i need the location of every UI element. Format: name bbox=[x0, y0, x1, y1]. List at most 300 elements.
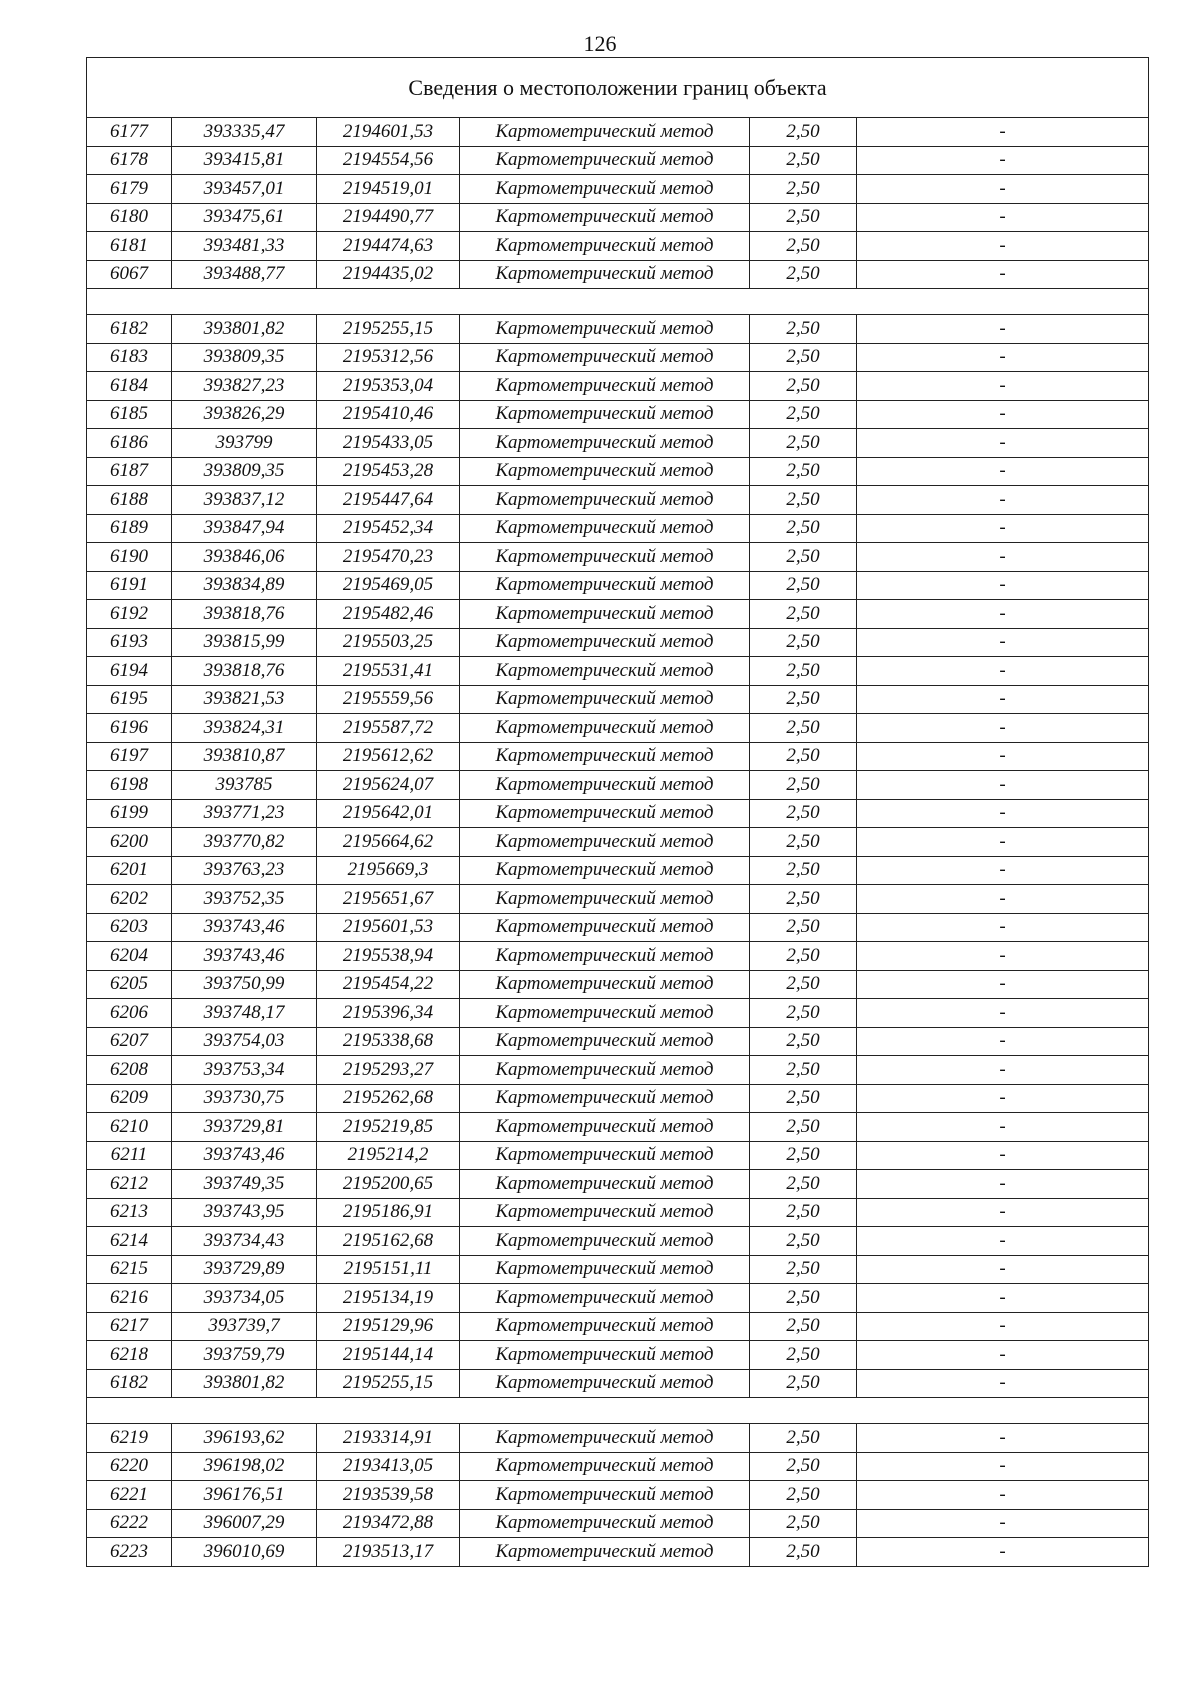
method-cell: Картометрический метод bbox=[460, 1255, 750, 1284]
table-row bbox=[87, 1141, 1149, 1170]
point-number-cell: 6222 bbox=[87, 1509, 172, 1538]
method-cell: Картометрический метод bbox=[460, 486, 750, 515]
table-title: Сведения о местоположении границ объекта bbox=[87, 58, 1149, 118]
point-number-cell: 6215 bbox=[87, 1255, 172, 1284]
description-cell: - bbox=[857, 771, 1149, 800]
table-row bbox=[87, 885, 1149, 914]
table-row bbox=[87, 514, 1149, 543]
method-cell: Картометрический метод bbox=[460, 942, 750, 971]
point-number-cell: 6223 bbox=[87, 1538, 172, 1567]
description-cell: - bbox=[857, 1284, 1149, 1313]
description-cell: - bbox=[857, 400, 1149, 429]
point-number-cell: 6211 bbox=[87, 1141, 172, 1170]
point-number-cell: 6194 bbox=[87, 657, 172, 686]
method-cell: Картометрический метод bbox=[460, 742, 750, 771]
x-coordinate-cell: 393815,99 bbox=[172, 628, 317, 657]
point-number-cell: 6182 bbox=[87, 1369, 172, 1398]
method-cell: Картометрический метод bbox=[460, 457, 750, 486]
accuracy-cell: 2,50 bbox=[750, 913, 857, 942]
description-cell: - bbox=[857, 999, 1149, 1028]
x-coordinate-cell: 393801,82 bbox=[172, 315, 317, 344]
accuracy-cell: 2,50 bbox=[750, 175, 857, 204]
y-coordinate-cell: 2195410,46 bbox=[317, 400, 460, 429]
point-number-cell: 6216 bbox=[87, 1284, 172, 1313]
point-number-cell: 6178 bbox=[87, 146, 172, 175]
point-number-cell: 6209 bbox=[87, 1084, 172, 1113]
method-cell: Картометрический метод bbox=[460, 1341, 750, 1370]
point-number-cell: 6181 bbox=[87, 232, 172, 261]
y-coordinate-cell: 2195255,15 bbox=[317, 1369, 460, 1398]
method-cell: Картометрический метод bbox=[460, 400, 750, 429]
point-number-cell: 6201 bbox=[87, 856, 172, 885]
method-cell: Картометрический метод bbox=[460, 232, 750, 261]
description-cell: - bbox=[857, 203, 1149, 232]
description-cell: - bbox=[857, 486, 1149, 515]
description-cell: - bbox=[857, 1509, 1149, 1538]
x-coordinate-cell: 393771,23 bbox=[172, 799, 317, 828]
y-coordinate-cell: 2195482,46 bbox=[317, 600, 460, 629]
x-coordinate-cell: 393734,43 bbox=[172, 1227, 317, 1256]
accuracy-cell: 2,50 bbox=[750, 942, 857, 971]
point-number-cell: 6180 bbox=[87, 203, 172, 232]
x-coordinate-cell: 393759,79 bbox=[172, 1341, 317, 1370]
x-coordinate-cell: 393809,35 bbox=[172, 343, 317, 372]
method-cell: Картометрический метод bbox=[460, 372, 750, 401]
description-cell: - bbox=[857, 372, 1149, 401]
y-coordinate-cell: 2195559,56 bbox=[317, 685, 460, 714]
accuracy-cell: 2,50 bbox=[750, 1509, 857, 1538]
description-cell: - bbox=[857, 1141, 1149, 1170]
separator-cell bbox=[87, 1398, 1149, 1424]
table-row bbox=[87, 1284, 1149, 1313]
point-number-cell: 6200 bbox=[87, 828, 172, 857]
description-cell: - bbox=[857, 942, 1149, 971]
description-cell: - bbox=[857, 799, 1149, 828]
description-cell: - bbox=[857, 1084, 1149, 1113]
table-row bbox=[87, 1255, 1149, 1284]
x-coordinate-cell: 393763,23 bbox=[172, 856, 317, 885]
y-coordinate-cell: 2194474,63 bbox=[317, 232, 460, 261]
table-row bbox=[87, 429, 1149, 458]
description-cell: - bbox=[857, 885, 1149, 914]
accuracy-cell: 2,50 bbox=[750, 885, 857, 914]
method-cell: Картометрический метод bbox=[460, 1084, 750, 1113]
y-coordinate-cell: 2195453,28 bbox=[317, 457, 460, 486]
y-coordinate-cell: 2195601,53 bbox=[317, 913, 460, 942]
y-coordinate-cell: 2193513,17 bbox=[317, 1538, 460, 1567]
method-cell: Картометрический метод bbox=[460, 1027, 750, 1056]
y-coordinate-cell: 2195151,11 bbox=[317, 1255, 460, 1284]
method-cell: Картометрический метод bbox=[460, 260, 750, 289]
accuracy-cell: 2,50 bbox=[750, 260, 857, 289]
x-coordinate-cell: 393743,46 bbox=[172, 913, 317, 942]
table-row bbox=[87, 1341, 1149, 1370]
table-row bbox=[87, 970, 1149, 999]
description-cell: - bbox=[857, 429, 1149, 458]
y-coordinate-cell: 2195312,56 bbox=[317, 343, 460, 372]
description-cell: - bbox=[857, 628, 1149, 657]
method-cell: Картометрический метод bbox=[460, 885, 750, 914]
y-coordinate-cell: 2193472,88 bbox=[317, 1509, 460, 1538]
y-coordinate-cell: 2195642,01 bbox=[317, 799, 460, 828]
x-coordinate-cell: 393335,47 bbox=[172, 118, 317, 147]
x-coordinate-cell: 393754,03 bbox=[172, 1027, 317, 1056]
description-cell: - bbox=[857, 1369, 1149, 1398]
table-row bbox=[87, 260, 1149, 289]
method-cell: Картометрический метод bbox=[460, 1369, 750, 1398]
x-coordinate-cell: 393824,31 bbox=[172, 714, 317, 743]
point-number-cell: 6182 bbox=[87, 315, 172, 344]
x-coordinate-cell: 393743,46 bbox=[172, 942, 317, 971]
table-row bbox=[87, 657, 1149, 686]
table-row bbox=[87, 600, 1149, 629]
point-number-cell: 6185 bbox=[87, 400, 172, 429]
point-number-cell: 6067 bbox=[87, 260, 172, 289]
point-number-cell: 6205 bbox=[87, 970, 172, 999]
description-cell: - bbox=[857, 1170, 1149, 1199]
description-cell: - bbox=[857, 543, 1149, 572]
table-row bbox=[87, 685, 1149, 714]
x-coordinate-cell: 396007,29 bbox=[172, 1509, 317, 1538]
point-number-cell: 6198 bbox=[87, 771, 172, 800]
accuracy-cell: 2,50 bbox=[750, 600, 857, 629]
table-row bbox=[87, 571, 1149, 600]
description-cell: - bbox=[857, 315, 1149, 344]
description-cell: - bbox=[857, 970, 1149, 999]
table-row bbox=[87, 1312, 1149, 1341]
description-cell: - bbox=[857, 1481, 1149, 1510]
x-coordinate-cell: 393810,87 bbox=[172, 742, 317, 771]
point-number-cell: 6179 bbox=[87, 175, 172, 204]
method-cell: Картометрический метод bbox=[460, 1056, 750, 1085]
y-coordinate-cell: 2195262,68 bbox=[317, 1084, 460, 1113]
method-cell: Картометрический метод bbox=[460, 970, 750, 999]
description-cell: - bbox=[857, 1198, 1149, 1227]
point-number-cell: 6186 bbox=[87, 429, 172, 458]
point-number-cell: 6183 bbox=[87, 343, 172, 372]
method-cell: Картометрический метод bbox=[460, 429, 750, 458]
point-number-cell: 6218 bbox=[87, 1341, 172, 1370]
table-row bbox=[87, 714, 1149, 743]
method-cell: Картометрический метод bbox=[460, 1481, 750, 1510]
table-row bbox=[87, 400, 1149, 429]
y-coordinate-cell: 2193314,91 bbox=[317, 1424, 460, 1453]
method-cell: Картометрический метод bbox=[460, 1509, 750, 1538]
accuracy-cell: 2,50 bbox=[750, 1255, 857, 1284]
x-coordinate-cell: 393826,29 bbox=[172, 400, 317, 429]
point-number-cell: 6210 bbox=[87, 1113, 172, 1142]
accuracy-cell: 2,50 bbox=[750, 799, 857, 828]
point-number-cell: 6219 bbox=[87, 1424, 172, 1453]
x-coordinate-cell: 393752,35 bbox=[172, 885, 317, 914]
accuracy-cell: 2,50 bbox=[750, 315, 857, 344]
x-coordinate-cell: 393809,35 bbox=[172, 457, 317, 486]
description-cell: - bbox=[857, 913, 1149, 942]
y-coordinate-cell: 2195624,07 bbox=[317, 771, 460, 800]
y-coordinate-cell: 2194601,53 bbox=[317, 118, 460, 147]
x-coordinate-cell: 393834,89 bbox=[172, 571, 317, 600]
y-coordinate-cell: 2195338,68 bbox=[317, 1027, 460, 1056]
accuracy-cell: 2,50 bbox=[750, 970, 857, 999]
accuracy-cell: 2,50 bbox=[750, 628, 857, 657]
y-coordinate-cell: 2194490,77 bbox=[317, 203, 460, 232]
x-coordinate-cell: 393475,61 bbox=[172, 203, 317, 232]
accuracy-cell: 2,50 bbox=[750, 1027, 857, 1056]
point-number-cell: 6187 bbox=[87, 457, 172, 486]
description-cell: - bbox=[857, 118, 1149, 147]
y-coordinate-cell: 2195531,41 bbox=[317, 657, 460, 686]
accuracy-cell: 2,50 bbox=[750, 657, 857, 686]
accuracy-cell: 2,50 bbox=[750, 828, 857, 857]
table-row bbox=[87, 1027, 1149, 1056]
point-number-cell: 6202 bbox=[87, 885, 172, 914]
method-cell: Картометрический метод bbox=[460, 628, 750, 657]
description-cell: - bbox=[857, 457, 1149, 486]
method-cell: Картометрический метод bbox=[460, 315, 750, 344]
table-row bbox=[87, 1227, 1149, 1256]
x-coordinate-cell: 393729,89 bbox=[172, 1255, 317, 1284]
description-cell: - bbox=[857, 685, 1149, 714]
description-cell: - bbox=[857, 1341, 1149, 1370]
method-cell: Картометрический метод bbox=[460, 771, 750, 800]
method-cell: Картометрический метод bbox=[460, 856, 750, 885]
accuracy-cell: 2,50 bbox=[750, 1284, 857, 1313]
method-cell: Картометрический метод bbox=[460, 514, 750, 543]
method-cell: Картометрический метод bbox=[460, 543, 750, 572]
method-cell: Картометрический метод bbox=[460, 1141, 750, 1170]
description-cell: - bbox=[857, 828, 1149, 857]
table-row bbox=[87, 628, 1149, 657]
x-coordinate-cell: 393743,95 bbox=[172, 1198, 317, 1227]
y-coordinate-cell: 2195669,3 bbox=[317, 856, 460, 885]
x-coordinate-cell: 393457,01 bbox=[172, 175, 317, 204]
method-cell: Картометрический метод bbox=[460, 1452, 750, 1481]
table-row bbox=[87, 1369, 1149, 1398]
contour-separator-row bbox=[87, 289, 1149, 315]
y-coordinate-cell: 2194435,02 bbox=[317, 260, 460, 289]
accuracy-cell: 2,50 bbox=[750, 1369, 857, 1398]
point-number-cell: 6177 bbox=[87, 118, 172, 147]
point-number-cell: 6204 bbox=[87, 942, 172, 971]
description-cell: - bbox=[857, 343, 1149, 372]
description-cell: - bbox=[857, 232, 1149, 261]
y-coordinate-cell: 2195664,62 bbox=[317, 828, 460, 857]
y-coordinate-cell: 2193413,05 bbox=[317, 1452, 460, 1481]
table-row bbox=[87, 742, 1149, 771]
table-row bbox=[87, 486, 1149, 515]
x-coordinate-cell: 393837,12 bbox=[172, 486, 317, 515]
accuracy-cell: 2,50 bbox=[750, 1170, 857, 1199]
contour-separator-row bbox=[87, 1398, 1149, 1424]
description-cell: - bbox=[857, 1538, 1149, 1567]
x-coordinate-cell: 393801,82 bbox=[172, 1369, 317, 1398]
accuracy-cell: 2,50 bbox=[750, 1538, 857, 1567]
x-coordinate-cell: 393827,23 bbox=[172, 372, 317, 401]
y-coordinate-cell: 2195129,96 bbox=[317, 1312, 460, 1341]
point-number-cell: 6217 bbox=[87, 1312, 172, 1341]
x-coordinate-cell: 393847,94 bbox=[172, 514, 317, 543]
method-cell: Картометрический метод bbox=[460, 1198, 750, 1227]
description-cell: - bbox=[857, 742, 1149, 771]
point-number-cell: 6189 bbox=[87, 514, 172, 543]
accuracy-cell: 2,50 bbox=[750, 1227, 857, 1256]
method-cell: Картометрический метод bbox=[460, 913, 750, 942]
point-number-cell: 6212 bbox=[87, 1170, 172, 1199]
description-cell: - bbox=[857, 260, 1149, 289]
x-coordinate-cell: 393739,7 bbox=[172, 1312, 317, 1341]
x-coordinate-cell: 393749,35 bbox=[172, 1170, 317, 1199]
point-number-cell: 6199 bbox=[87, 799, 172, 828]
y-coordinate-cell: 2194554,56 bbox=[317, 146, 460, 175]
table-row bbox=[87, 203, 1149, 232]
y-coordinate-cell: 2195134,19 bbox=[317, 1284, 460, 1313]
y-coordinate-cell: 2195503,25 bbox=[317, 628, 460, 657]
y-coordinate-cell: 2195293,27 bbox=[317, 1056, 460, 1085]
y-coordinate-cell: 2195219,85 bbox=[317, 1113, 460, 1142]
y-coordinate-cell: 2195200,65 bbox=[317, 1170, 460, 1199]
accuracy-cell: 2,50 bbox=[750, 742, 857, 771]
table-row bbox=[87, 1084, 1149, 1113]
accuracy-cell: 2,50 bbox=[750, 457, 857, 486]
description-cell: - bbox=[857, 1227, 1149, 1256]
description-cell: - bbox=[857, 514, 1149, 543]
method-cell: Картометрический метод bbox=[460, 657, 750, 686]
table-row bbox=[87, 1113, 1149, 1142]
method-cell: Картометрический метод bbox=[460, 1424, 750, 1453]
point-number-cell: 6191 bbox=[87, 571, 172, 600]
y-coordinate-cell: 2193539,58 bbox=[317, 1481, 460, 1510]
point-number-cell: 6207 bbox=[87, 1027, 172, 1056]
description-cell: - bbox=[857, 1424, 1149, 1453]
point-number-cell: 6221 bbox=[87, 1481, 172, 1510]
description-cell: - bbox=[857, 856, 1149, 885]
x-coordinate-cell: 396010,69 bbox=[172, 1538, 317, 1567]
x-coordinate-cell: 393750,99 bbox=[172, 970, 317, 999]
method-cell: Картометрический метод bbox=[460, 175, 750, 204]
table-row bbox=[87, 1481, 1149, 1510]
point-number-cell: 6206 bbox=[87, 999, 172, 1028]
method-cell: Картометрический метод bbox=[460, 1538, 750, 1567]
y-coordinate-cell: 2195587,72 bbox=[317, 714, 460, 743]
y-coordinate-cell: 2195538,94 bbox=[317, 942, 460, 971]
point-number-cell: 6184 bbox=[87, 372, 172, 401]
point-number-cell: 6197 bbox=[87, 742, 172, 771]
table-row bbox=[87, 913, 1149, 942]
description-cell: - bbox=[857, 1056, 1149, 1085]
x-coordinate-cell: 393734,05 bbox=[172, 1284, 317, 1313]
table-row bbox=[87, 146, 1149, 175]
table-row bbox=[87, 942, 1149, 971]
table-body bbox=[87, 58, 1149, 1567]
table-title-row bbox=[87, 58, 1149, 118]
x-coordinate-cell: 393729,81 bbox=[172, 1113, 317, 1142]
x-coordinate-cell: 393846,06 bbox=[172, 543, 317, 572]
table-row bbox=[87, 1198, 1149, 1227]
y-coordinate-cell: 2195469,05 bbox=[317, 571, 460, 600]
point-number-cell: 6190 bbox=[87, 543, 172, 572]
y-coordinate-cell: 2195144,14 bbox=[317, 1341, 460, 1370]
table-row bbox=[87, 372, 1149, 401]
method-cell: Картометрический метод bbox=[460, 1227, 750, 1256]
table-row bbox=[87, 543, 1149, 572]
method-cell: Картометрический метод bbox=[460, 1284, 750, 1313]
y-coordinate-cell: 2195651,67 bbox=[317, 885, 460, 914]
table-row bbox=[87, 1056, 1149, 1085]
accuracy-cell: 2,50 bbox=[750, 543, 857, 572]
method-cell: Картометрический метод bbox=[460, 1113, 750, 1142]
accuracy-cell: 2,50 bbox=[750, 999, 857, 1028]
method-cell: Картометрический метод bbox=[460, 146, 750, 175]
x-coordinate-cell: 393488,77 bbox=[172, 260, 317, 289]
y-coordinate-cell: 2195454,22 bbox=[317, 970, 460, 999]
point-number-cell: 6193 bbox=[87, 628, 172, 657]
accuracy-cell: 2,50 bbox=[750, 1481, 857, 1510]
accuracy-cell: 2,50 bbox=[750, 146, 857, 175]
y-coordinate-cell: 2195396,34 bbox=[317, 999, 460, 1028]
table-row bbox=[87, 232, 1149, 261]
x-coordinate-cell: 393748,17 bbox=[172, 999, 317, 1028]
y-coordinate-cell: 2195353,04 bbox=[317, 372, 460, 401]
accuracy-cell: 2,50 bbox=[750, 571, 857, 600]
accuracy-cell: 2,50 bbox=[750, 1056, 857, 1085]
accuracy-cell: 2,50 bbox=[750, 1113, 857, 1142]
point-number-cell: 6208 bbox=[87, 1056, 172, 1085]
y-coordinate-cell: 2195186,91 bbox=[317, 1198, 460, 1227]
description-cell: - bbox=[857, 175, 1149, 204]
table-row bbox=[87, 799, 1149, 828]
table-row bbox=[87, 1170, 1149, 1199]
x-coordinate-cell: 393799 bbox=[172, 429, 317, 458]
y-coordinate-cell: 2195470,23 bbox=[317, 543, 460, 572]
table-row bbox=[87, 856, 1149, 885]
accuracy-cell: 2,50 bbox=[750, 429, 857, 458]
point-number-cell: 6196 bbox=[87, 714, 172, 743]
method-cell: Картометрический метод bbox=[460, 799, 750, 828]
table-row bbox=[87, 1538, 1149, 1567]
accuracy-cell: 2,50 bbox=[750, 400, 857, 429]
x-coordinate-cell: 396176,51 bbox=[172, 1481, 317, 1510]
method-cell: Картометрический метод bbox=[460, 1170, 750, 1199]
x-coordinate-cell: 393753,34 bbox=[172, 1056, 317, 1085]
table-row bbox=[87, 457, 1149, 486]
separator-cell bbox=[87, 289, 1149, 315]
x-coordinate-cell: 393415,81 bbox=[172, 146, 317, 175]
accuracy-cell: 2,50 bbox=[750, 1141, 857, 1170]
accuracy-cell: 2,50 bbox=[750, 486, 857, 515]
table-row bbox=[87, 1452, 1149, 1481]
y-coordinate-cell: 2195433,05 bbox=[317, 429, 460, 458]
point-number-cell: 6213 bbox=[87, 1198, 172, 1227]
y-coordinate-cell: 2194519,01 bbox=[317, 175, 460, 204]
page-number: 126 bbox=[583, 31, 617, 56]
y-coordinate-cell: 2195452,34 bbox=[317, 514, 460, 543]
accuracy-cell: 2,50 bbox=[750, 685, 857, 714]
description-cell: - bbox=[857, 146, 1149, 175]
table-row bbox=[87, 1509, 1149, 1538]
description-cell: - bbox=[857, 1027, 1149, 1056]
table-row bbox=[87, 315, 1149, 344]
accuracy-cell: 2,50 bbox=[750, 118, 857, 147]
y-coordinate-cell: 2195255,15 bbox=[317, 315, 460, 344]
table-row bbox=[87, 175, 1149, 204]
table-row bbox=[87, 343, 1149, 372]
x-coordinate-cell: 396198,02 bbox=[172, 1452, 317, 1481]
accuracy-cell: 2,50 bbox=[750, 203, 857, 232]
point-number-cell: 6195 bbox=[87, 685, 172, 714]
accuracy-cell: 2,50 bbox=[750, 343, 857, 372]
description-cell: - bbox=[857, 657, 1149, 686]
description-cell: - bbox=[857, 714, 1149, 743]
